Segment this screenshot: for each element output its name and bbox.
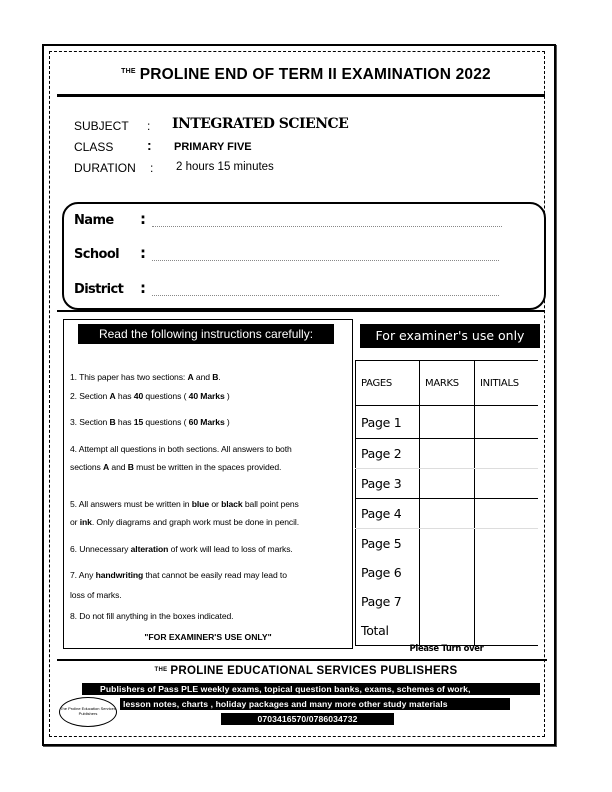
marks-cell[interactable]	[420, 439, 475, 469]
initials-cell[interactable]	[475, 587, 539, 616]
row-label: Page 5	[356, 529, 420, 559]
logo-text: The Proline Education Services Publishers	[60, 706, 116, 716]
instruction-6: 6. Unnecessary alteration of work will lead to loss of marks.	[70, 544, 293, 554]
title-text: PROLINE END OF TERM II EXAMINATION 2022	[139, 66, 491, 83]
instructions-heading: Read the following instructions carefully:	[78, 324, 334, 344]
initials-cell[interactable]	[475, 616, 539, 646]
district-colon: :	[140, 279, 146, 297]
district-field[interactable]	[74, 279, 146, 297]
table-row	[356, 587, 539, 616]
section-divider	[57, 310, 545, 312]
class-label: CLASS	[74, 140, 114, 154]
school-input-line[interactable]	[152, 260, 499, 261]
row-label: Page 1	[356, 406, 420, 439]
table-row	[356, 529, 539, 559]
name-input-line[interactable]	[152, 226, 502, 227]
row-label: Page 7	[356, 587, 420, 616]
publisher-phone: 0703416570/0786034732	[221, 713, 394, 725]
initials-cell[interactable]	[475, 529, 539, 559]
name-label: Name	[74, 213, 114, 228]
duration-colon: :	[150, 161, 154, 175]
instruction-7: 7. Any handwriting that cannot be easily read may lead to	[70, 570, 287, 580]
table-row	[356, 439, 539, 469]
publisher-title	[0, 665, 612, 677]
instruction-5: 5. All answers must be written in blue or black ball point pens	[70, 499, 299, 509]
examiner-heading: For examiner's use only	[360, 324, 540, 348]
instruction-4-cont: sections A and B must be written in the spaces provided.	[70, 462, 282, 472]
initials-cell[interactable]	[475, 406, 539, 439]
district-label: District	[74, 282, 124, 297]
marks-cell[interactable]	[420, 529, 475, 559]
duration-value: 2 hours 15 minutes	[176, 161, 274, 173]
class-value: PRIMARY FIVE	[174, 141, 252, 153]
col-marks: MARKS	[420, 361, 475, 406]
instruction-3: 3. Section B has 15 questions ( 60 Marks )	[70, 417, 230, 427]
subject-colon: :	[147, 119, 151, 133]
publisher-name: PROLINE EDUCATIONAL SERVICES PUBLISHERS	[170, 665, 458, 677]
table-row	[356, 469, 539, 499]
candidate-details-box	[62, 202, 546, 310]
examiner-marks-table	[355, 360, 538, 646]
please-turn-over: Please Turn over	[409, 643, 484, 653]
title-the: THE	[121, 68, 136, 75]
initials-cell[interactable]	[475, 499, 539, 529]
row-label-total: Total	[356, 616, 420, 646]
instruction-5-cont: or ink. Only diagrams and graph work must be done in pencil.	[70, 517, 300, 527]
class-colon: :	[147, 137, 152, 153]
school-field[interactable]	[74, 244, 146, 262]
row-label: Page 6	[356, 558, 420, 587]
subject-label: SUBJECT	[74, 119, 129, 133]
row-label: Page 3	[356, 469, 420, 499]
initials-cell[interactable]	[475, 558, 539, 587]
initials-cell[interactable]	[475, 439, 539, 469]
marks-cell[interactable]	[420, 587, 475, 616]
table-row-total	[356, 616, 539, 646]
subject-value: INTEGRATED SCIENCE	[172, 116, 349, 132]
col-initials: INITIALS	[475, 361, 539, 406]
publisher-logo	[59, 697, 117, 727]
marks-cell[interactable]	[420, 558, 475, 587]
district-input-line[interactable]	[152, 295, 499, 296]
marks-cell[interactable]	[420, 499, 475, 529]
duration-label: DURATION	[74, 161, 136, 175]
school-colon: :	[140, 244, 146, 262]
instruction-4: 4. Attempt all questions in both sections. All answers to both	[70, 444, 292, 454]
table-header-row	[356, 361, 539, 406]
publisher-line-2: lesson notes, charts , holiday packages and many more other study materials	[120, 698, 510, 710]
row-label: Page 4	[356, 499, 420, 529]
name-field[interactable]	[74, 210, 146, 228]
instructions-footer: "FOR EXAMINER'S USE ONLY"	[144, 632, 272, 642]
instruction-8: 8. Do not fill anything in the boxes indicated.	[70, 611, 234, 621]
instruction-1: 1. This paper has two sections: A and B.	[70, 372, 221, 382]
table-row	[356, 558, 539, 587]
col-pages: PAGES	[356, 361, 420, 406]
instruction-7-cont: loss of marks.	[70, 590, 122, 600]
school-label: School	[74, 247, 120, 262]
marks-cell[interactable]	[420, 469, 475, 499]
publisher-the: THE	[154, 667, 168, 673]
instruction-2: 2. Section A has 40 questions ( 40 Marks )	[70, 391, 230, 401]
marks-cell[interactable]	[420, 406, 475, 439]
footer-divider	[57, 659, 547, 661]
initials-cell[interactable]	[475, 469, 539, 499]
table-row	[356, 499, 539, 529]
row-label: Page 2	[356, 439, 420, 469]
marks-cell[interactable]	[420, 616, 475, 646]
table-row	[356, 406, 539, 439]
exam-title	[0, 66, 612, 84]
title-divider	[57, 94, 545, 97]
publisher-line-1: Publishers of Pass PLE weekly exams, topical question banks, exams, schemes of work,	[82, 683, 540, 695]
name-colon: :	[140, 210, 146, 228]
